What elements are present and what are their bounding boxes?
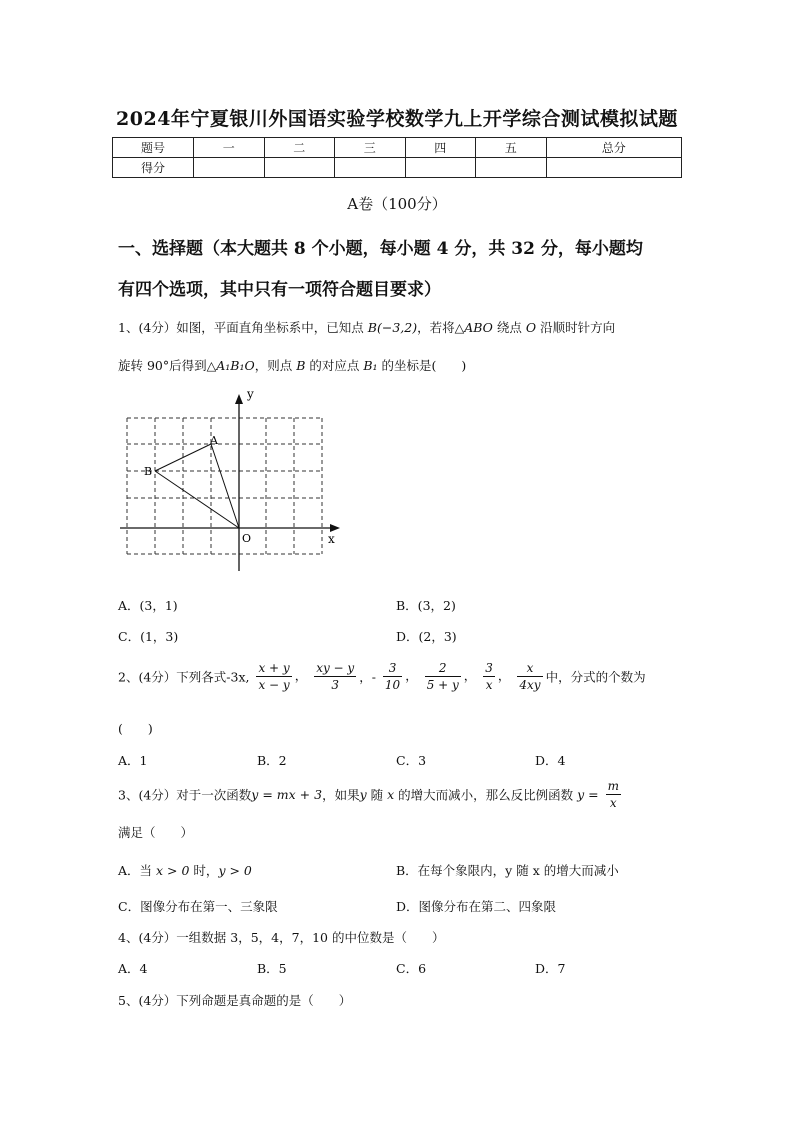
table-cell: 二 [264,138,335,158]
table-row [113,158,682,178]
score-table [112,137,682,178]
q4-option-c: C．6 [396,961,427,976]
fraction: $\frac{x}{4xy}$ [519,661,541,692]
q3-option-b: B．在每个象限内，y 随 x 的增大而减小 [396,863,619,878]
table-cell [546,158,682,178]
q1-option-a: A．(3，1) [118,598,178,613]
fraction: $\frac{2}{5 + y}$ [426,661,459,692]
x-axis-arrow [330,524,340,532]
q4-option-b: B．5 [257,961,287,976]
section-heading-line1: 一、选择题（本大题共 8 个小题，每小题 4 分，共 32 分，每小题均 [118,239,643,259]
question-2-line1: 2、(4分）下列各式-3x, $\frac{x + y}{x - y}$ ， $\frac{xy - y}{3}$ ，- $\frac{3}{10}$ ， $\frac{2}{5 + y}$ ， $\frac{3}{x}$ ， $\frac{x}{4xy}$ 中，分式的个数为 [118,661,646,692]
table-cell: 题号 [113,138,194,158]
q4-option-d: D．7 [535,961,566,976]
coordinate-figure [112,386,352,576]
y-axis-label: y [247,387,254,401]
q1-option-c: C．(1，3) [118,629,179,644]
section-subtitle: A卷（100分） [347,195,447,213]
table-cell [194,158,265,178]
table-cell [264,158,335,178]
page-title: 2024年宁夏银川外国语实验学校数学九上开学综合测试模拟试题 [116,108,678,130]
q2-option-c: C．3 [396,753,427,768]
q3-option-a: A．当 x > 0 时，y > 0 [118,863,252,878]
q2-option-a: A．1 [118,753,148,768]
fraction: $\frac{m}{x}$ [607,779,619,810]
question-3-line1: 3、(4分）对于一次函数y = mx + 3，如果y 随 x 的增大而减小，那么反比例函数 y = $\frac{m}{x}$ [118,779,619,810]
question-1-line2: 旋转 90°后得到△A₁B₁O，则点 B 的对应点 B₁ 的坐标是( ) [118,358,467,373]
section-heading-line2: 有四个选项，其中只有一项符合题目要求） [118,280,441,300]
q2-option-d: D．4 [535,753,566,768]
q4-option-a: A．4 [118,961,148,976]
question-3-line2: 满足（ ） [118,825,194,840]
origin-label: O [242,532,252,545]
fraction: $\frac{3}{x}$ [485,661,493,692]
table-cell: 三 [335,138,406,158]
fraction: $\frac{xy - y}{3}$ [316,661,355,692]
table-cell: 五 [476,138,547,158]
triangle-abo [155,444,239,528]
q2-option-b: B．2 [257,753,287,768]
table-cell: 一 [194,138,265,158]
point-a-label: A [210,434,218,447]
fraction: $\frac{x + y}{x - y}$ [258,661,290,692]
table-cell: 四 [405,138,476,158]
question-1-line1: 1、(4分）如图，平面直角坐标系中，已知点 B(−3,2)，若将△ABO 绕点 O 沿顺时针方向 [118,320,616,335]
question-4: 4、(4分）一组数据 3，5，4，7，10 的中位数是（ ） [118,930,445,945]
q3-option-c: C．图像分布在第一、三象限 [118,899,278,914]
q3-option-d: D．图像分布在第二、四象限 [396,899,557,914]
x-axis-label: x [328,532,335,546]
point-b-label: B [144,465,153,478]
table-cell [405,158,476,178]
table-cell: 得分 [113,158,194,178]
q1-option-d: D．(2，3) [396,629,457,644]
question-2-paren: ( ) [118,721,153,736]
table-cell: 总分 [546,138,682,158]
table-cell [476,158,547,178]
y-axis-arrow [235,394,243,404]
table-cell [335,158,406,178]
question-5: 5、(4分）下列命题是真命题的是（ ） [118,993,352,1008]
table-row [113,138,682,158]
fraction: $\frac{3}{10}$ [384,661,401,692]
q1-option-b: B．(3，2) [396,598,456,613]
